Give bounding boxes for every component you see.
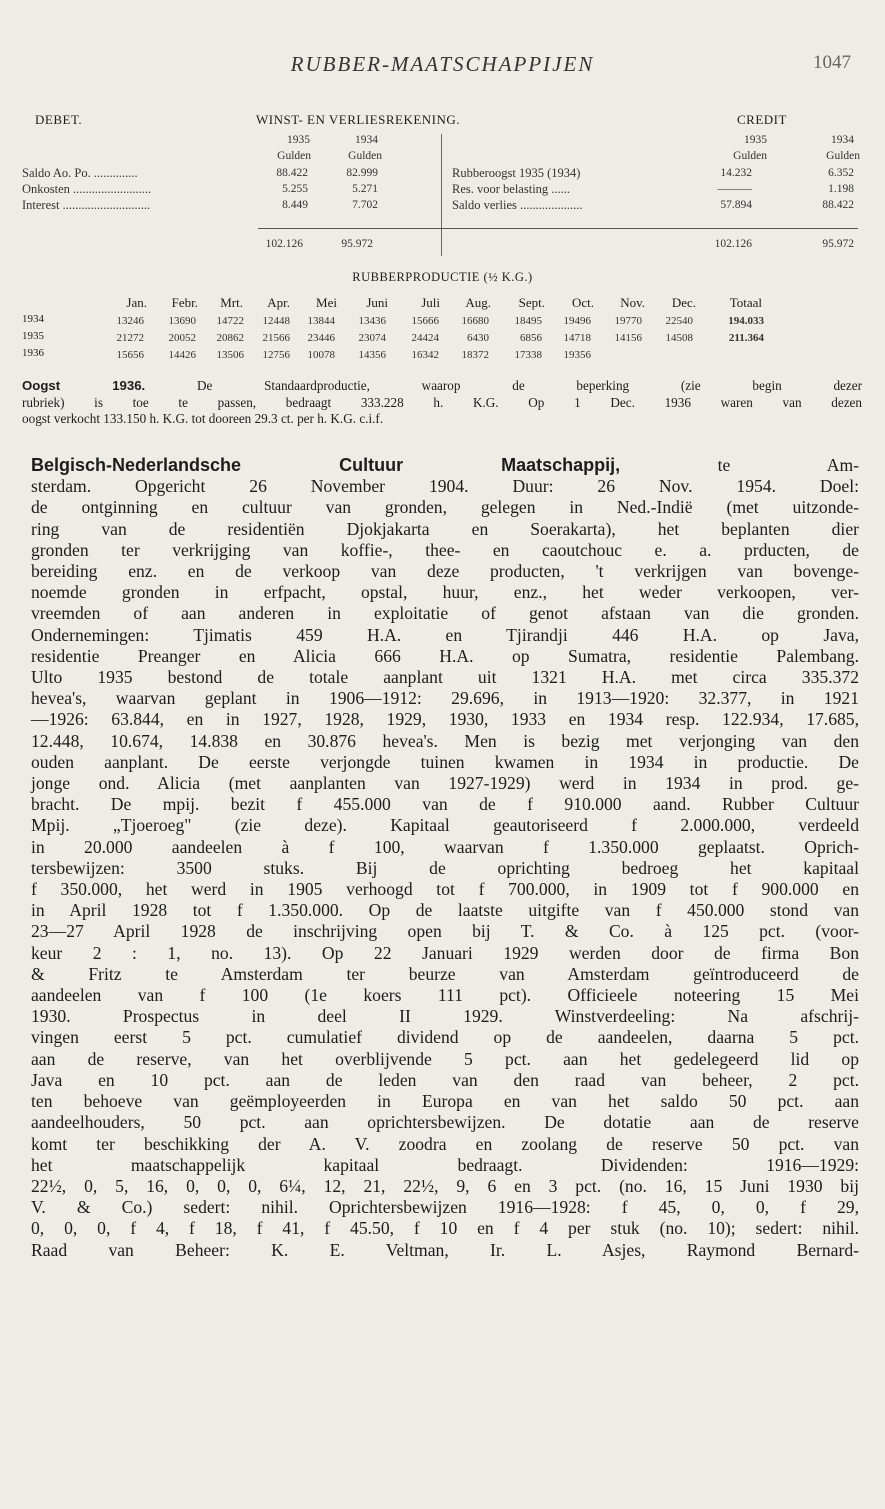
production-cell: 13506 (216, 349, 244, 361)
company-line: jonge ond. Alicia (met aanplanten van 1927-1929) werd in 1934 in prod. ge- (31, 773, 859, 794)
company-line: de ontginning en cultuur van gronden, gelegen in Ned.-Indië (met uitzonde- (31, 497, 859, 518)
company-line: ten behoeve van geëmployeerden in Europa en van het saldo 50 pct. aan (31, 1091, 859, 1112)
month-header: Aug. (465, 295, 491, 310)
company-line: aandeelhouders, 50 pct. aan oprichtersbewijzen. De dotatie aan de reserve (31, 1112, 859, 1133)
company-line: sterdam. Opgericht 26 November 1904. Duur: 26 Nov. 1954. Doel: (31, 476, 859, 497)
account-title: WINST- EN VERLIESREKENING. (256, 112, 461, 127)
company-line: ouden aanplant. De eerste verjongde tuinen kwamen in 1934 in productie. De (31, 751, 859, 772)
debit-row-label: Interest ............................ (22, 198, 151, 212)
production-year: 1934 (22, 313, 44, 325)
production-cell: 14508 (665, 332, 693, 344)
company-line: vreemden of aan anderen in exploitatie of genot afstaan van die gronden. (31, 603, 859, 624)
debit-row-value: 88.422 (276, 167, 308, 179)
credit-row-value: 6.352 (828, 167, 854, 179)
company-line: te Am- (717, 455, 859, 475)
company-line: hevea's, waarvan geplant in 1906—1912: 29.696, in 1913—1920: 32.377, in 1921 (31, 688, 859, 709)
left-year-1935: 1935 (287, 134, 310, 146)
oogst-line: oogst verkocht 133.150 h. K.G. tot dooreen 29.3 ct. per h. K.G. c.i.f. (22, 411, 384, 426)
debit-total: 95.972 (341, 238, 373, 250)
month-header: Mrt. (220, 295, 243, 310)
production-cell: 23074 (358, 332, 386, 344)
credit-row-value: 1.198 (828, 183, 854, 195)
oogst-paragraph (22, 378, 862, 428)
month-header: Dec. (671, 295, 696, 310)
debet-label: DEBET. (35, 112, 83, 127)
company-line: komt ter beschikking der A. V. zoodra en zoolang de reserve 50 pct. van (31, 1133, 859, 1154)
production-year: 1935 (22, 330, 44, 342)
production-cell: 21566 (262, 332, 290, 344)
right-unit-2: Gulden (826, 150, 860, 162)
totals-rule (258, 228, 858, 229)
debit-row-value: 7.702 (352, 199, 378, 211)
debit-row-value: 82.999 (346, 167, 378, 179)
right-unit-1: Gulden (733, 150, 767, 162)
company-line: 23—27 April 1928 de inschrijving open bij T. & Co. à 125 pct. (voor- (31, 921, 859, 942)
company-line: noemde gronden in erfpacht, opstal, huur, enz., het weder verkoopen, ver- (31, 582, 859, 603)
production-cell: 24424 (411, 332, 439, 344)
production-cell: 211.364 (728, 332, 764, 344)
production-cell: 21272 (116, 332, 144, 344)
credit-label: CREDIT (737, 112, 787, 127)
company-line: 0, 0, 0, f 4, f 18, f 41, f 45.50, f 10 en f 4 per stuk (no. 10); sedert: nihil. (31, 1218, 859, 1239)
credit-total: 95.972 (822, 238, 854, 250)
production-cell: 18372 (461, 349, 489, 361)
left-year-1934: 1934 (355, 134, 378, 146)
company-line: aan de reserve, van het overblijvende 5 pct. aan het gedelegeerd lid op (31, 1048, 859, 1069)
production-cell: 20862 (216, 332, 244, 344)
production-cell: 17338 (514, 349, 542, 361)
production-cell: 16680 (461, 315, 489, 327)
production-cell: 194.033 (728, 315, 764, 327)
month-header: Sept. (518, 295, 545, 310)
company-line: —1926: 63.844, en in 1927, 1928, 1929, 1930, 1933 en 1934 resp. 122.934, 17.685, (31, 709, 859, 730)
page-number: 1047 (813, 52, 851, 73)
production-cell: 14156 (614, 332, 642, 344)
production-cell: 14356 (358, 349, 386, 361)
company-paragraph (31, 455, 859, 1261)
company-line: 1930. Prospectus in deel II 1929. Winstverdeeling: Na afschrij- (31, 1006, 859, 1027)
production-cell: 22540 (665, 315, 693, 327)
month-header: Febr. (171, 295, 198, 310)
production-cell: 14722 (216, 315, 244, 327)
month-header: Nov. (620, 295, 645, 310)
company-line: bracht. De mpij. bezit f 455.000 van de f 910.000 aand. Rubber Cultuur (31, 794, 859, 815)
company-line: Mpij. „Tjoeroeg" (zie deze). Kapitaal geautoriseerd f 2.000.000, verdeeld (31, 815, 859, 836)
credit-row-value: ——— (717, 183, 752, 195)
oogst-lead: Oogst 1936. (22, 378, 146, 393)
production-cell: 18495 (514, 315, 542, 327)
credit-row-label: Res. voor belasting ...... (452, 182, 571, 196)
production-cell: 14718 (563, 332, 591, 344)
company-line: Ulto 1935 bestond de totale aanplant uit 1321 H.A. met circa 335.372 (31, 667, 859, 688)
company-line: 12.448, 10.674, 14.838 en 30.876 hevea's. Men is bezig met verjonging van den (31, 730, 859, 751)
oogst-line: De Standaardproductie, waarop de beperking (zie begin dezer (196, 378, 862, 393)
production-cell: 14426 (168, 349, 196, 361)
production-cell: 12756 (262, 349, 290, 361)
company-line: aandeelen van f 100 (1e koers 111 pct). Officieele noteering 15 Mei (31, 985, 859, 1006)
page-header (0, 52, 885, 82)
production-cell: 6856 (520, 332, 542, 344)
company-line: in April 1928 tot f 1.350.000. Op de laatste uitgifte van f 450.000 stond van (31, 900, 859, 921)
production-cell: 10078 (307, 349, 335, 361)
debit-row-label: Onkosten ......................... (22, 182, 152, 196)
production-cell: 15666 (411, 315, 439, 327)
production-cell: 20052 (168, 332, 196, 344)
month-header: Jan. (126, 295, 147, 310)
production-cell: 23446 (307, 332, 335, 344)
oogst-line: rubriek) is toe te passen, bedraagt 333.228 h. K.G. Op 1 Dec. 1936 waren van dezen (22, 394, 862, 410)
credit-total: 102.126 (714, 238, 752, 250)
running-title: RUBBER-MAATSCHAPPIJEN (290, 52, 595, 76)
company-line: bereiding enz. en de verkoop van deze producten, 't verkrijgen van bovenge- (31, 561, 859, 582)
production-cell: 16342 (411, 349, 439, 361)
credit-row-label: Rubberoogst 1935 (1934) (452, 166, 581, 180)
company-line: het maatschappelijk kapitaal bedraagt. Dividenden: 1916—1929: (31, 1154, 859, 1175)
left-unit-1: Gulden (277, 150, 311, 162)
production-cell: 19496 (563, 315, 591, 327)
company-line: & Fritz te Amsterdam ter beurze van Amsterdam geïntroduceerd de (31, 963, 859, 984)
right-year-1935: 1935 (744, 134, 767, 146)
production-cell: 19770 (614, 315, 642, 327)
month-header: Juli (421, 295, 440, 310)
company-line: Ondernemingen: Tjimatis 459 H.A. en Tjirandji 446 H.A. op Java, (31, 624, 859, 645)
credit-row-value: 57.894 (720, 199, 752, 211)
production-year: 1936 (22, 347, 44, 359)
company-line: f 350.000, het werd in 1905 verhoogd tot f 700.000, in 1909 tot f 900.000 en (31, 879, 859, 900)
company-line: in 20.000 aandeelen à f 100, waarvan f 1.350.000 geplaatst. Oprich- (31, 836, 859, 857)
company-line: tersbewijzen: 3500 stuks. Bij de oprichting bedroeg het kapitaal (31, 857, 859, 878)
production-cell: 15656 (116, 349, 144, 361)
debit-row-value: 5.271 (352, 183, 378, 195)
credit-row-value: 88.422 (822, 199, 854, 211)
production-cell: 6430 (467, 332, 489, 344)
production-cell: 12448 (262, 315, 290, 327)
company-line: ring van de residentiën Djokjakarta en Soerakarta), het beplanten dier (31, 518, 859, 539)
month-header: Mei (316, 295, 337, 310)
debit-row-value: 5.255 (282, 183, 308, 195)
account-divider (441, 134, 442, 256)
company-name: Belgisch-Nederlandsche Cultuur Maatschappij, (31, 455, 621, 475)
company-line: 22½, 0, 5, 16, 0, 0, 0, 6¼, 12, 21, 22½, 9, 6 en 3 pct. (no. 16, 15 Juni 1930 bij (31, 1175, 859, 1196)
production-cell: 13436 (358, 315, 386, 327)
production-title: RUBBERPRODUCTIE (½ K.G.) (352, 270, 533, 284)
right-year-1934: 1934 (831, 134, 854, 146)
month-header: Totaal (729, 295, 762, 310)
month-header: Apr. (267, 295, 290, 310)
production-cell: 13690 (168, 315, 196, 327)
debit-row-label: Saldo Ao. Po. .............. (22, 166, 138, 180)
debit-row-value: 8.449 (282, 199, 308, 211)
production-cell: 13844 (307, 315, 335, 327)
production-cell: 19356 (563, 349, 591, 361)
credit-row-value: 14.232 (720, 167, 752, 179)
company-line: keur 2 : 1, no. 13). Op 22 Januari 1929 werden door de firma Bon (31, 942, 859, 963)
month-header: Juni (366, 295, 388, 310)
company-line: gronden ter verkrijging van koffie-, thee- en caoutchouc e. a. prducten, de (31, 539, 859, 560)
company-line: Java en 10 pct. aan de leden van den raad van beheer, 2 pct. (31, 1069, 859, 1090)
company-line: residentie Preanger en Alicia 666 H.A. op Sumatra, residentie Palembang. (31, 645, 859, 666)
company-line: Raad van Beheer: K. E. Veltman, Ir. L. Asjes, Raymond Bernard- (31, 1239, 859, 1260)
company-line: V. & Co.) sedert: nihil. Oprichtersbewijzen 1916—1928: f 45, 0, 0, f 29, (31, 1197, 859, 1218)
left-unit-2: Gulden (348, 150, 382, 162)
debit-total: 102.126 (265, 238, 303, 250)
production-cell: 13246 (116, 315, 144, 327)
company-line: vingen eerst 5 pct. cumulatief dividend op de aandeelen, daarna 5 pct. (31, 1027, 859, 1048)
month-header: Oct. (571, 295, 594, 310)
credit-row-label: Saldo verlies .................... (452, 198, 583, 212)
